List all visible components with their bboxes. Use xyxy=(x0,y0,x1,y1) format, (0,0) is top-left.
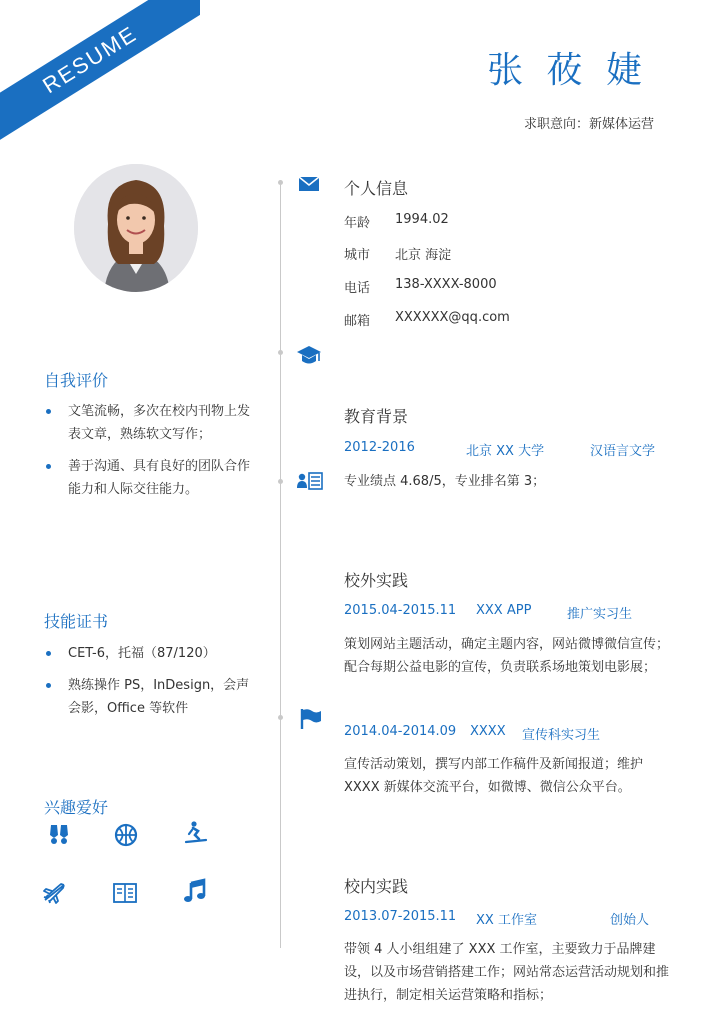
timeline-line xyxy=(280,183,281,948)
external-role-1: 推广实习生 xyxy=(567,607,633,622)
skiing-icon xyxy=(183,820,209,846)
timeline-dot xyxy=(278,180,283,185)
music-icon xyxy=(182,878,208,904)
external-org-1: XXX APP xyxy=(476,603,532,618)
book-icon xyxy=(112,880,138,906)
timeline-dot xyxy=(278,350,283,355)
list-item: 文笔流畅，多次在校内刊物上发表文章，熟练软文写作； xyxy=(40,400,250,446)
city-value: 北京 海淀 xyxy=(395,248,452,263)
job-intent: 求职意向：新媒体运营 xyxy=(523,117,654,132)
external-period-2: 2014.04-2014.09 xyxy=(344,724,457,739)
internal-practice-title: 校内实践 xyxy=(344,877,409,896)
skills-list xyxy=(40,642,250,729)
list-item: 熟练操作 PS，InDesign，会声会影，Office 等软件 xyxy=(40,674,250,720)
external-role-2: 宣传科实习生 xyxy=(522,728,601,743)
skills-title: 技能证书 xyxy=(44,612,109,631)
phone-value: 138-XXXX-8000 xyxy=(395,277,497,292)
education-title: 教育背景 xyxy=(344,407,409,426)
email-value: XXXXXX@qq.com xyxy=(395,310,510,325)
internal-role: 创始人 xyxy=(610,913,650,928)
external-practice-title: 校外实践 xyxy=(344,571,409,590)
hobbies-title: 兴趣爱好 xyxy=(44,798,109,817)
candidate-name: 张 莜 婕 xyxy=(487,50,648,91)
self-eval-title: 自我评价 xyxy=(44,371,109,390)
external-period-1: 2015.04-2015.11 xyxy=(344,603,457,618)
timeline-dot xyxy=(278,715,283,720)
phone-label: 电话 xyxy=(344,281,371,296)
internal-org: XX 工作室 xyxy=(476,913,537,928)
resume-ribbon-label: RESUME xyxy=(0,0,200,150)
education-major: 汉语言文学 xyxy=(590,444,656,459)
avatar xyxy=(74,164,198,292)
flag-icon xyxy=(300,708,322,730)
education-school: 北京 XX 大学 xyxy=(466,444,545,459)
self-eval-list xyxy=(40,400,250,510)
age-value: 1994.02 xyxy=(395,212,449,227)
external-org-2: XXXX xyxy=(470,724,506,739)
badminton-icon xyxy=(46,822,72,848)
education-detail: 专业绩点 4.68/5，专业排名第 3； xyxy=(344,474,546,489)
external-desc-1: 策划网站主题活动，确定主题内容，网站微博微信宣传；配合每期公益电影的宣传，负责联系场地策划电影展； xyxy=(344,637,670,675)
list-item: CET-6，托福（87/120） xyxy=(40,642,250,665)
personal-info-title: 个人信息 xyxy=(344,179,409,198)
email-label: 邮箱 xyxy=(344,314,371,329)
list-item: 善于沟通、具有良好的团队合作能力和人际交往能力。 xyxy=(40,455,250,501)
age-label: 年龄 xyxy=(344,216,371,231)
internal-desc: 带领 4 人小组组建了 XXX 工作室，主要致力于品牌建设，以及市场营销搭建工作；网站常态运营活动规划和推进执行，制定相关运营策略和指标； xyxy=(344,942,670,1003)
profile-card-icon xyxy=(297,472,323,490)
airplane-icon xyxy=(42,880,68,906)
education-period: 2012-2016 xyxy=(344,440,415,455)
city-label: 城市 xyxy=(344,248,371,263)
timeline-dot xyxy=(278,479,283,484)
mail-icon xyxy=(298,176,320,192)
basketball-icon xyxy=(113,822,139,848)
internal-period: 2013.07-2015.11 xyxy=(344,909,457,924)
resume-ribbon xyxy=(0,0,200,150)
external-desc-2: 宣传活动策划，撰写内部工作稿件及新闻报道；维护 XXXX 新媒体交流平台，如微博、微信公众平台。 xyxy=(344,757,644,795)
graduation-cap-icon xyxy=(296,345,322,367)
